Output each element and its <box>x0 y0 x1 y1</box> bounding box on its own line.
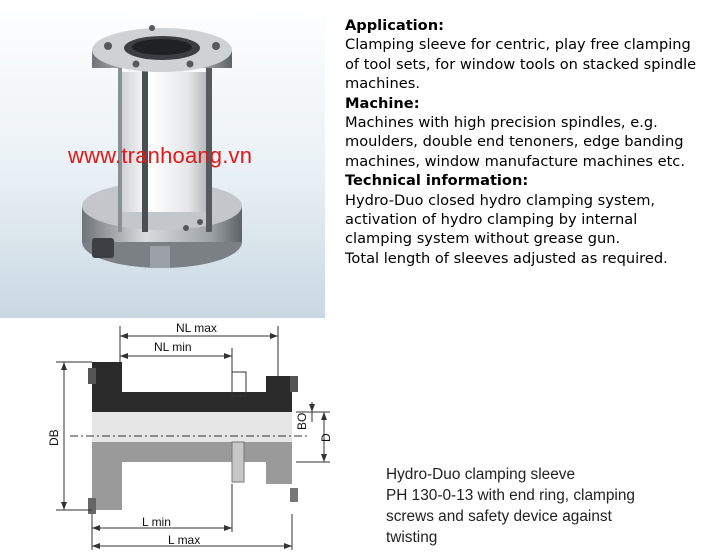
nl-max-label: NL max <box>176 321 217 335</box>
machine-heading: Machine: <box>345 94 420 112</box>
length-note: Total length of sleeves adjusted as required. <box>345 249 668 267</box>
drawing-caption <box>386 464 706 548</box>
l-min-label: L min <box>142 515 171 529</box>
d-label: D <box>319 433 333 442</box>
caption-line-2: PH 130-0-13 with end ring, clamping <box>386 487 635 504</box>
caption-line-3: screws and safety device against <box>386 508 612 525</box>
caption-line-1: Hydro-Duo clamping sleeve <box>386 466 576 483</box>
db-label: DB <box>47 429 61 446</box>
upper-flange-right <box>266 376 292 412</box>
lower-flange-right <box>266 442 292 484</box>
nl-min-label: NL min <box>154 340 192 354</box>
application-heading: Application: <box>345 17 444 34</box>
upper-sleeve-body <box>92 392 292 412</box>
watermark-text: www.tranhoang.vn <box>68 143 253 168</box>
technical-info-text: Hydro-Duo closed hydro clamping system, activation of hydro clamping by internal clamping system without grease gun. <box>345 191 656 248</box>
caption-line-4: twisting <box>386 529 438 546</box>
technical-info-heading: Technical information: <box>345 172 529 190</box>
technical-drawing <box>0 318 380 555</box>
l-max-label: L max <box>168 533 201 547</box>
bo-label: BO <box>295 412 309 430</box>
lower-flange-left <box>92 442 122 510</box>
product-description <box>345 16 705 268</box>
application-text: Clamping sleeve for centric, play free clamping of tool sets, for window tools on stacked spindle machines. <box>345 36 697 93</box>
centre-band <box>92 412 292 442</box>
machine-text: Machines with high precision spindles, e.g. moulders, double end tenoners, edge banding machines, window manufacture machines etc. <box>345 114 685 170</box>
